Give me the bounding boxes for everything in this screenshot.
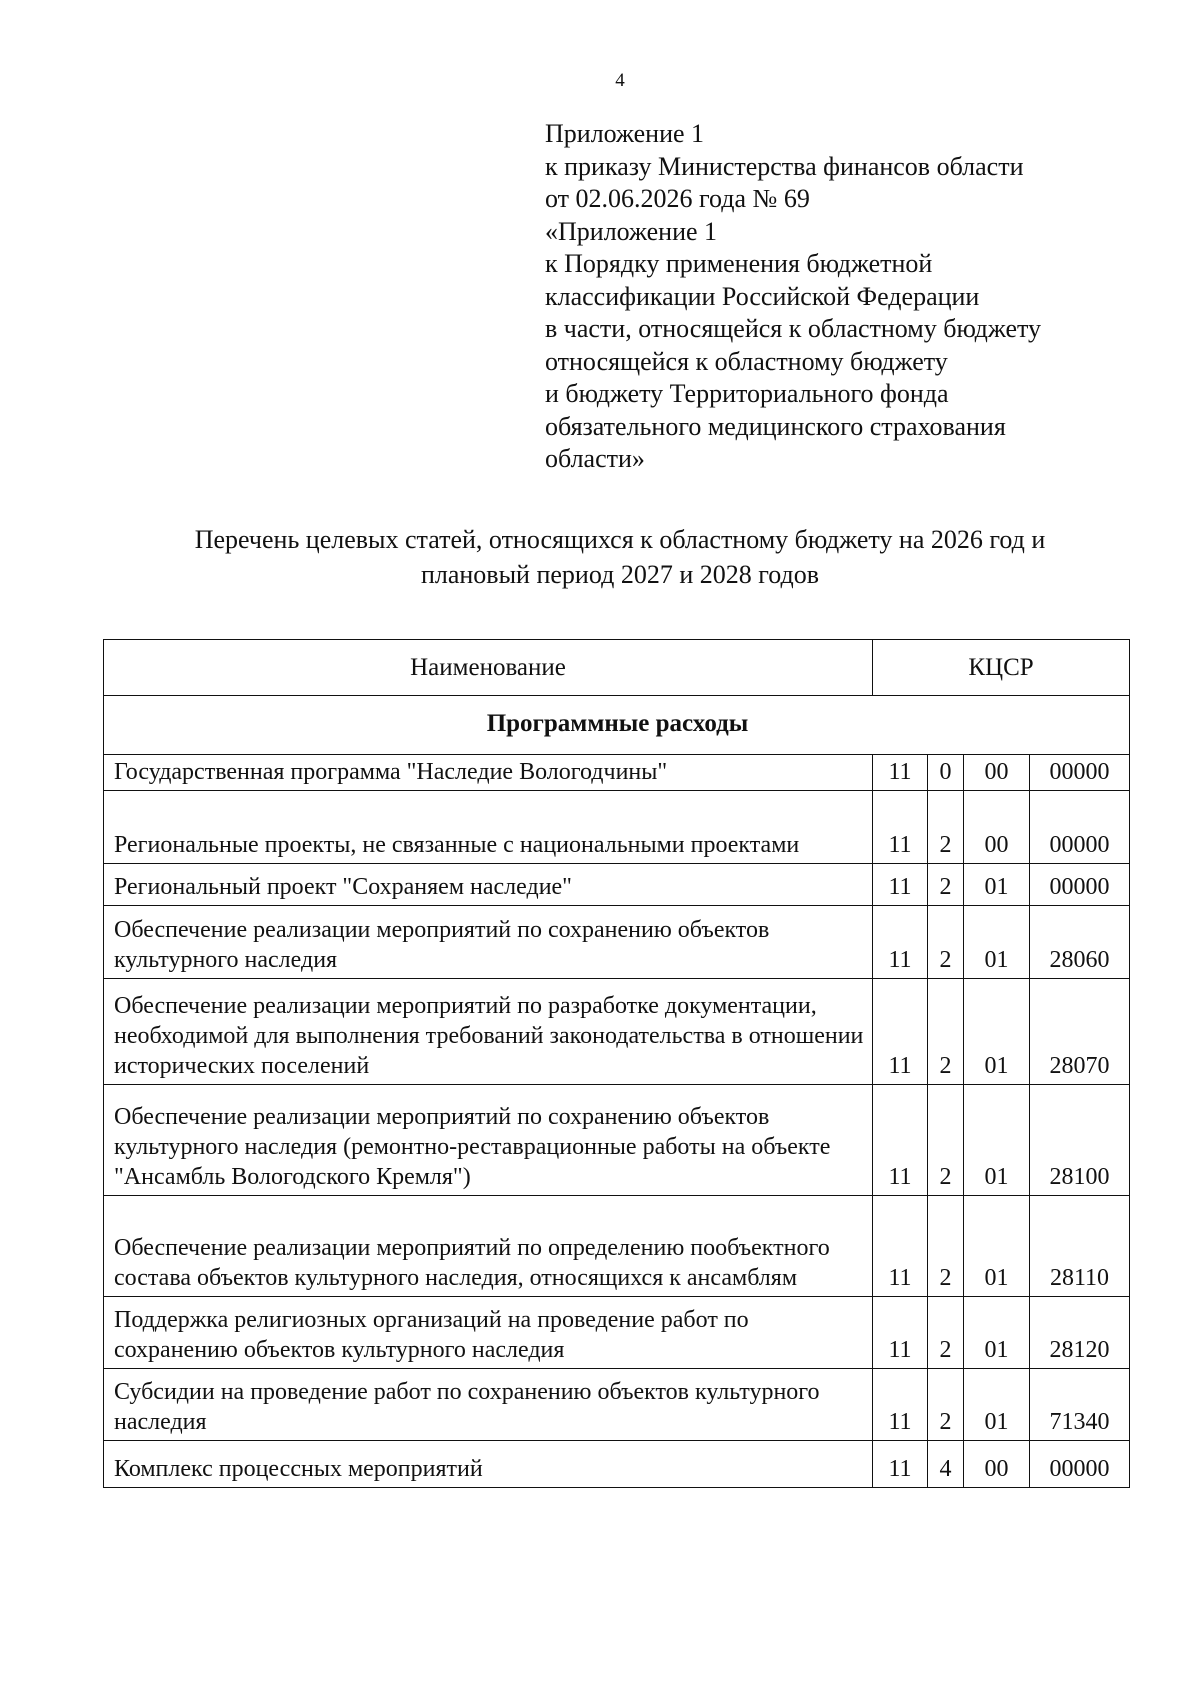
table-row [104, 864, 1130, 906]
annex-line: классификации Российской Федерации [545, 281, 980, 311]
table-row [104, 1441, 1130, 1488]
code-program: 11 [873, 1441, 928, 1488]
page-number: 4 [615, 70, 625, 91]
code-subprogram: 01 [964, 906, 1030, 979]
code-program: 11 [873, 864, 928, 906]
table-row [104, 906, 1130, 979]
table-row [104, 979, 1130, 1085]
annex-line: в части, относящейся к областному бюджету [545, 314, 1042, 343]
table-row [104, 1369, 1130, 1441]
code-type: 2 [928, 1085, 964, 1196]
row-name: Региональный проект "Сохраняем наследие" [104, 864, 873, 906]
annex-line: обязательного медицинского страхования [545, 411, 1006, 441]
code-direction: 28070 [1030, 979, 1130, 1085]
code-subprogram: 00 [964, 755, 1030, 791]
code-type: 2 [928, 1297, 964, 1369]
annex-line: и бюджету Территориального фонда [545, 379, 949, 408]
table-body [104, 640, 1130, 1488]
code-type: 2 [928, 906, 964, 979]
row-name: Обеспечение реализации мероприятий по сохранению объектов культурного наследия [104, 906, 873, 979]
annex-block [545, 118, 1145, 476]
row-name: Комплекс процессных мероприятий [104, 1441, 873, 1488]
code-subprogram: 01 [964, 1369, 1030, 1441]
code-type: 4 [928, 1441, 964, 1488]
code-program: 11 [873, 1196, 928, 1297]
code-subprogram: 00 [964, 1441, 1030, 1488]
annex-line: Приложение 1 [545, 119, 705, 148]
annex-line: от 02.06.2026 года № 69 [545, 184, 810, 213]
header-name-cell: Наименование [104, 640, 873, 696]
code-program: 11 [873, 1085, 928, 1196]
table-row [104, 1297, 1130, 1369]
code-program: 11 [873, 1297, 928, 1369]
row-name: Обеспечение реализации мероприятий по разработке документации, необходимой для выполнения требований законодательства в отношении исторических поселений [104, 979, 873, 1085]
section-title: Программные расходы [104, 696, 1130, 755]
code-subprogram: 01 [964, 1085, 1030, 1196]
title-line: Перечень целевых статей, относящихся к областному бюджету на 2026 год и [194, 525, 1046, 554]
annex-line: области» [545, 444, 645, 473]
code-direction: 71340 [1030, 1369, 1130, 1441]
code-subprogram: 01 [964, 979, 1030, 1085]
annex-line: «Приложение 1 [545, 216, 718, 246]
code-program: 11 [873, 906, 928, 979]
code-type: 2 [928, 979, 964, 1085]
code-direction: 00000 [1030, 755, 1130, 791]
code-subprogram: 01 [964, 864, 1030, 906]
code-program: 11 [873, 979, 928, 1085]
table-row [104, 1196, 1130, 1297]
annex-line: к приказу Министерства финансов области [545, 151, 1024, 181]
table-row [104, 791, 1130, 864]
code-program: 11 [873, 755, 928, 791]
code-direction: 28110 [1030, 1196, 1130, 1297]
code-type: 2 [928, 791, 964, 864]
code-subprogram: 01 [964, 1196, 1030, 1297]
row-name: Государственная программа "Наследие Вологодчины" [104, 755, 873, 791]
table-row [104, 755, 1130, 791]
code-direction: 00000 [1030, 1441, 1130, 1488]
code-type: 2 [928, 864, 964, 906]
table-header-row [104, 640, 1130, 696]
code-type: 2 [928, 1196, 964, 1297]
row-name: Поддержка религиозных организаций на проведение работ по сохранению объектов культурного наследия [104, 1297, 873, 1369]
code-subprogram: 01 [964, 1297, 1030, 1369]
code-program: 11 [873, 1369, 928, 1441]
table-row [104, 1085, 1130, 1196]
code-direction: 28060 [1030, 906, 1130, 979]
row-name: Субсидии на проведение работ по сохранению объектов культурного наследия [104, 1369, 873, 1441]
code-direction: 28100 [1030, 1085, 1130, 1196]
section-row [104, 696, 1130, 755]
document-title [100, 522, 1140, 592]
annex-line: к Порядку применения бюджетной [545, 249, 933, 278]
row-name: Обеспечение реализации мероприятий по сохранению объектов культурного наследия (ремонтно-реставрационные работы на объекте "Ансамбль Вологодского Кремля") [104, 1085, 873, 1196]
title-line: плановый период 2027 и 2028 годов [420, 560, 820, 589]
row-name: Региональные проекты, не связанные с национальными проектами [104, 791, 873, 864]
code-program: 11 [873, 791, 928, 864]
code-direction: 00000 [1030, 864, 1130, 906]
code-subprogram: 00 [964, 791, 1030, 864]
code-direction: 28120 [1030, 1297, 1130, 1369]
row-name: Обеспечение реализации мероприятий по определению пообъектного состава объектов культурного наследия, относящихся к ансамблям [104, 1196, 873, 1297]
code-direction: 00000 [1030, 791, 1130, 864]
target-articles-table [103, 639, 1130, 1488]
header-code-cell: КЦСР [873, 640, 1130, 696]
code-type: 0 [928, 755, 964, 791]
code-type: 2 [928, 1369, 964, 1441]
annex-line: относящейся к областному бюджету [545, 346, 948, 376]
